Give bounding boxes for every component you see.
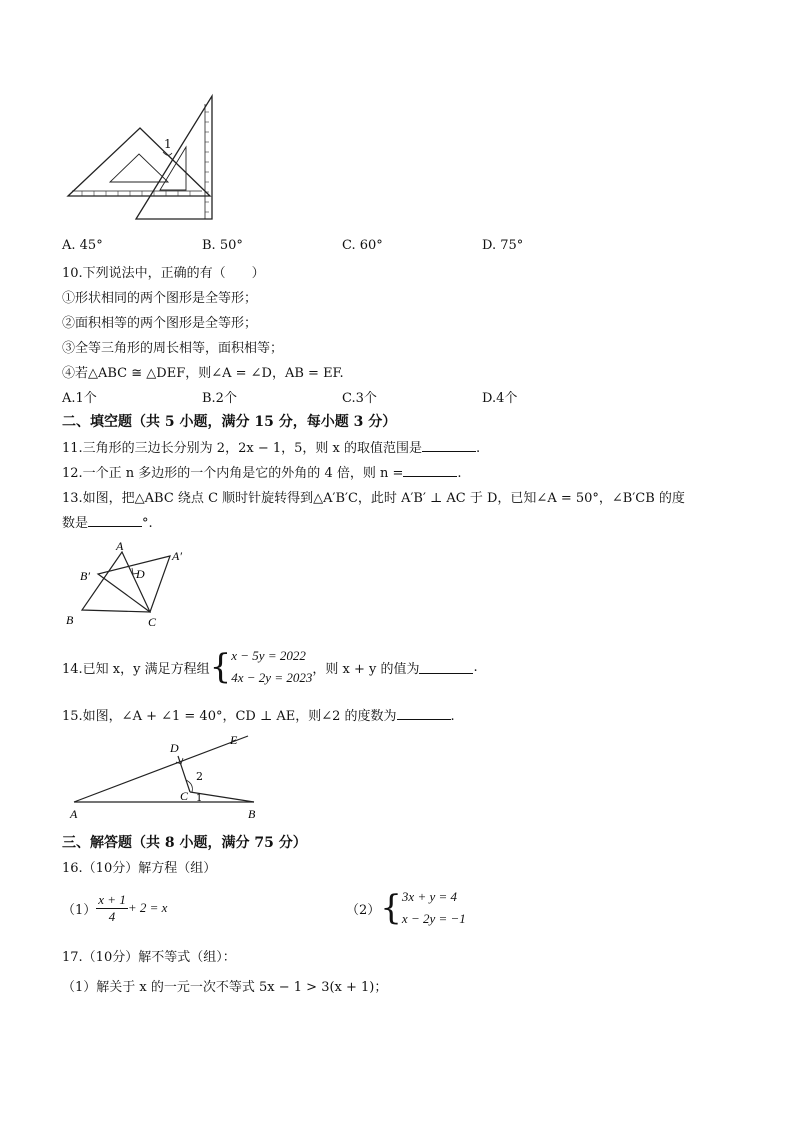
q9-option-c: C. 60° [342,238,383,253]
q10-option-c: C.3个 [342,391,377,406]
section-2-title: 二、填空题（共 5 小题，满分 15 分，每小题 3 分） [62,414,397,430]
q13-answer-blank[interactable] [88,514,142,527]
q16-p1-denominator: 4 [108,908,116,924]
q11-answer-blank[interactable] [422,439,476,452]
q14-brace: { [209,647,232,687]
q15-label-e: E [230,733,238,747]
q9-option-d: D. 75° [482,238,524,253]
q15-text: 15.如图，∠A + ∠1 = 40°，CD ⊥ AE，则∠2 的度数为 [62,709,397,724]
q10-item-1: ①形状相同的两个图形是全等形； [62,291,258,306]
q12-tail: . [457,466,462,481]
q16-p2-eq2: x − 2y = −1 [401,911,466,926]
q14-system [231,645,312,689]
q10-item-4: ④若△ABC ≅ △DEF，则∠A = ∠D，AB = EF. [62,366,344,381]
q14-tail: . [473,659,478,675]
q11-text: 11.三角形的三边长分别为 2，2x − 1，5，则 x 的取值范围是 [62,441,422,456]
q15-tail: . [450,709,455,724]
q16-stem: 16.（10分）解方程（组） [62,861,217,876]
q12-text: 12.一个正 n 多边形的一个内角是它的外角的 4 倍，则 n = [62,466,404,481]
q10-option-d: D.4个 [482,391,518,406]
q13-figure [62,540,202,632]
q13-label-a-prime: A′ [172,549,182,563]
q14-answer-blank[interactable] [419,661,473,674]
q11-tail: . [475,441,481,456]
q13-label-b-prime: B′ [80,569,90,583]
q16-p2-eq1: 3x + y = 4 [401,889,458,904]
q9-option-b: B. 50° [202,238,243,253]
q15-label-c: C [180,789,189,803]
q17-part-1: （1）解关于 x 的一元一次不等式 5x − 1 > 3(x + 1)； [62,980,388,995]
q14-post: ，则 x + y 的值为 [312,661,420,677]
q13-label-a: A [116,540,124,553]
q9-option-a: A. 45° [62,238,103,253]
q16-p1-label: （1） [62,902,97,918]
section-3-title: 三、解答题（共 8 小题，满分 75 分） [62,835,307,851]
q16-p1-rest: + 2 = x [127,900,168,915]
q16-p2-system [402,886,466,930]
q16-p2-brace: { [380,888,402,928]
q13-label-c: C [148,615,157,629]
q15-answer-blank[interactable] [397,707,451,720]
q15-label-d: D [170,741,179,755]
q16-part-1 [62,888,167,928]
q10-item-3: ③全等三角形的周长相等，面积相等； [62,341,284,356]
q13-line-2 [62,512,153,531]
q16-part-2 [346,886,466,930]
q11 [62,437,480,456]
q13-label-b: B [66,613,74,627]
q13-line-2-pre: 数是 [62,516,89,531]
q17-stem: 17.（10分）解不等式（组）： [62,950,236,965]
q13-line-1: 13.如图，把△ABC 绕点 C 顺时针旋转得到△A′B′C，此时 A′B′ ⊥ AC 于 D，已知∠A = 50°，∠B′CB 的度 [62,491,685,506]
q14 [62,645,478,689]
q16-p1-fraction [96,892,128,925]
q9-angle-label: 1 [164,137,172,151]
q14-eq1: x − 5y = 2022 [231,648,306,663]
q15-label-1: 1 [196,793,203,804]
q15-figure [62,728,272,824]
q16-p2-label: （2） [346,902,381,918]
q10-stem: 10.下列说法中，正确的有（ ） [62,266,265,281]
q12-answer-blank[interactable] [403,464,457,477]
q15-label-b: B [248,807,256,821]
q15 [62,705,455,724]
q16-p1-numerator: x + 1 [98,891,126,907]
q10-option-b: B.2个 [202,391,237,406]
q15-label-2: 2 [196,770,203,783]
q10-option-a: A.1个 [62,391,97,406]
q10-item-2: ②面积相等的两个图形是全等形； [62,316,258,331]
q9-figure [62,92,220,224]
q12 [62,462,462,481]
q14-pre: 14.已知 x，y 满足方程组 [62,661,210,677]
q15-label-a: A [70,807,78,821]
q13-label-d: D [136,567,145,581]
q14-eq2: 4x − 2y = 2023 [231,670,313,685]
q13-line-2-post: °. [142,516,153,531]
